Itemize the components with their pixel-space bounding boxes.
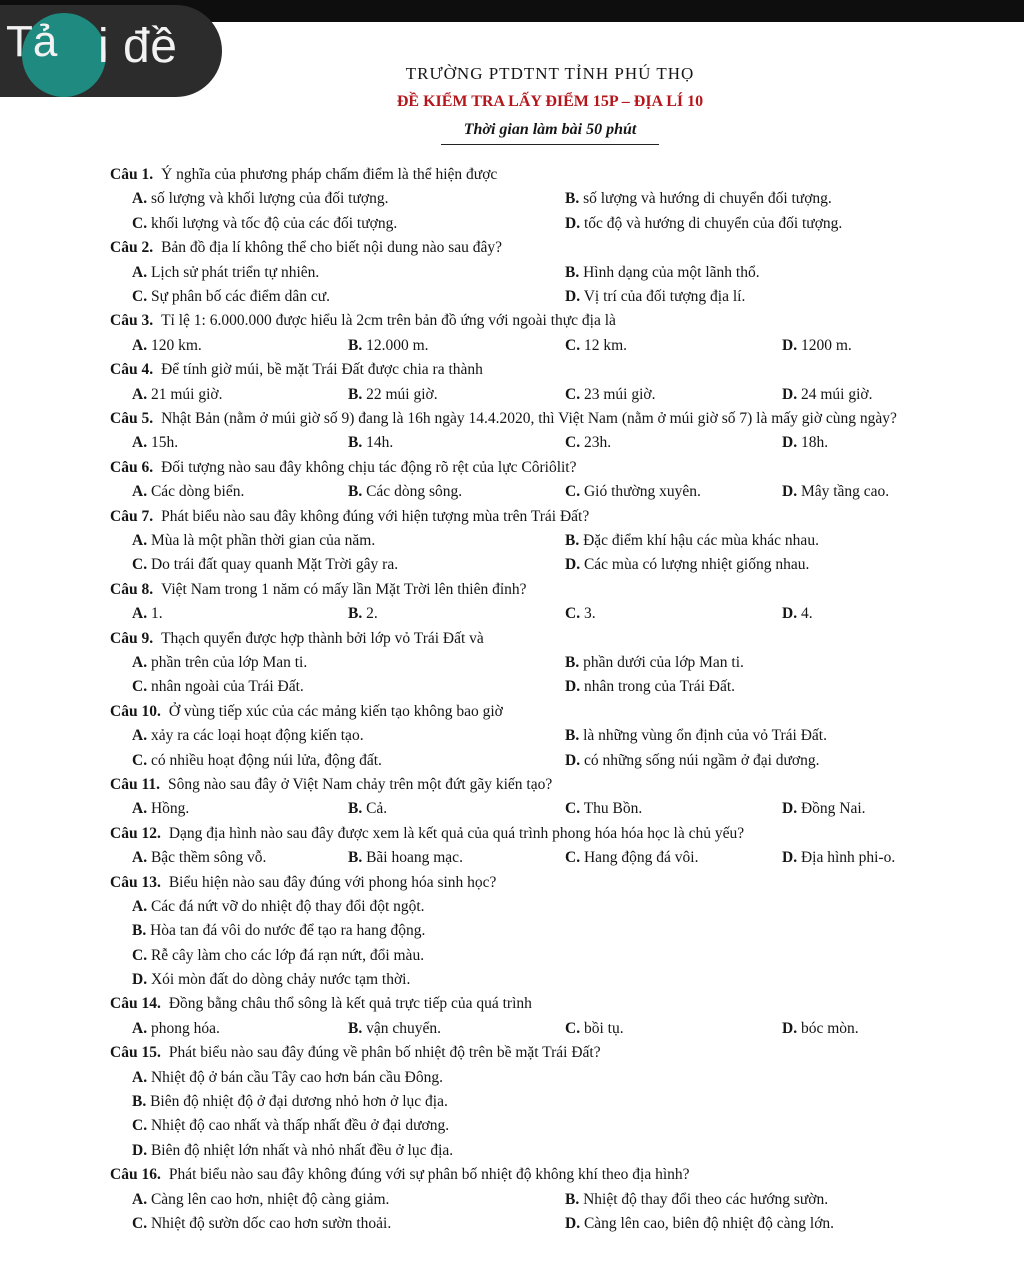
option-text: là những vùng ổn định của vỏ Trái Đất. — [583, 727, 827, 745]
question-text: Thạch quyển được hợp thành bởi lớp vỏ Trái Đất và — [161, 629, 484, 647]
question — [110, 578, 995, 627]
option-letter: B. — [348, 434, 363, 452]
option-text: 23h. — [583, 434, 612, 452]
option-text: Mây tầng cao. — [800, 483, 890, 501]
answer-option[interactable] — [348, 480, 462, 504]
question-text: Phát biểu nào sau đây không đúng với sự phân bố nhiệt độ không khí theo địa hình? — [168, 1166, 690, 1184]
question — [110, 236, 995, 309]
option-text: Biên độ nhiệt độ ở đại dương nhỏ hơn ở lục địa. — [150, 1093, 448, 1111]
options-row — [110, 480, 995, 504]
option-text: Các đá nứt vỡ do nhiệt độ thay đổi đột ngột. — [150, 897, 425, 915]
answer-option[interactable] — [348, 383, 438, 407]
question — [110, 309, 995, 358]
answer-option[interactable] — [565, 1188, 828, 1212]
options-row — [110, 212, 995, 236]
option-text: 2. — [366, 605, 378, 623]
question-text: Dạng địa hình nào sau đây được xem là kết quả của quá trình phong hóa hóa học là chủ yếu? — [168, 824, 745, 842]
answer-option[interactable] — [132, 529, 375, 553]
option-letter: C. — [565, 800, 581, 818]
question-text: Nhật Bản (nằm ở múi giờ số 9) đang là 16h ngày 14.4.2020, thì Việt Nam (nằm ở múi giờ số 7) là mấy giờ cùng ngày? — [161, 409, 897, 427]
option-text: Nhiệt độ ở bán cầu Tây cao hơn bán cầu Đông. — [150, 1068, 443, 1086]
option-text: 12 km. — [583, 336, 628, 354]
option-text: Các dòng biển. — [150, 483, 245, 501]
option-letter: A. — [132, 263, 148, 281]
option-text: Xói mòn đất do dòng chảy nước tạm thời. — [150, 971, 411, 989]
question — [110, 822, 995, 871]
answer-option[interactable] — [132, 602, 163, 626]
answer-option[interactable] — [132, 553, 398, 577]
options-row — [110, 1212, 995, 1236]
option-text: 120 km. — [150, 336, 202, 354]
option-letter: A. — [132, 434, 148, 452]
option-letter: D. — [782, 800, 798, 818]
options-row — [110, 553, 995, 577]
option-text: Hang động đá vôi. — [583, 849, 699, 867]
option-letter: D. — [782, 483, 798, 501]
question — [110, 700, 995, 773]
option-text: bóc mòn. — [800, 1019, 859, 1037]
option-text: phong hóa. — [150, 1019, 220, 1037]
question-stem — [110, 822, 995, 846]
question-text: Tỉ lệ 1: 6.000.000 được hiểu là 2cm trên bản đồ ứng với ngoài thực địa là — [161, 312, 616, 330]
option-text: Hòa tan đá vôi do nước để tạo ra hang động. — [150, 922, 426, 940]
question-number: Câu 9. — [110, 629, 154, 647]
option-letter: C. — [565, 605, 581, 623]
question — [110, 456, 995, 505]
options-row — [110, 797, 995, 821]
option-text: Địa hình phi-o. — [800, 849, 896, 867]
question-number: Câu 15. — [110, 1044, 161, 1062]
question-stem — [110, 407, 995, 431]
answer-option[interactable] — [348, 797, 387, 821]
option-letter: A. — [132, 653, 148, 671]
option-text: số lượng và hướng di chuyển đối tượng. — [583, 190, 832, 208]
answer-option[interactable] — [132, 675, 304, 699]
option-text: 4. — [800, 605, 813, 623]
option-letter: C. — [132, 287, 148, 305]
option-letter: C. — [565, 849, 581, 867]
option-letter: A. — [132, 385, 148, 403]
option-letter: D. — [782, 336, 798, 354]
question-text: Bản đồ địa lí không thể cho biết nội dung nào sau đây? — [161, 239, 503, 257]
question-stem — [110, 1041, 995, 1065]
option-letter: B. — [348, 483, 363, 501]
question-text: Sông nào sau đây ở Việt Nam chảy trên một đứt gãy kiến tạo? — [167, 775, 553, 793]
answer-option[interactable] — [782, 383, 872, 407]
option-text: nhân trong của Trái Đất. — [583, 678, 736, 696]
question-text: Ở vùng tiếp xúc của các mảng kiến tạo không bao giờ — [168, 702, 503, 720]
question-stem — [110, 505, 995, 529]
question-number: Câu 12. — [110, 824, 161, 842]
option-letter: A. — [132, 336, 148, 354]
option-text: Càng lên cao, biên độ nhiệt độ càng lớn. — [583, 1215, 835, 1233]
option-letter: A. — [132, 190, 148, 208]
answer-option[interactable] — [782, 846, 895, 870]
question-number: Câu 5. — [110, 409, 154, 427]
option-text: Sự phân bố các điểm dân cư. — [150, 287, 331, 305]
question — [110, 992, 995, 1041]
options-row — [110, 846, 995, 870]
answer-option[interactable] — [565, 1212, 834, 1236]
answer-option[interactable] — [110, 919, 995, 943]
question-number: Câu 1. — [110, 166, 154, 183]
option-text: Đặc điểm khí hậu các mùa khác nhau. — [583, 531, 819, 549]
answer-option[interactable] — [110, 968, 995, 992]
question — [110, 1163, 995, 1236]
options-row — [110, 1188, 995, 1212]
answer-option[interactable] — [348, 334, 429, 358]
option-text: số lượng và khối lượng của đối tượng. — [150, 190, 389, 208]
exam-header — [290, 62, 810, 145]
option-letter: C. — [132, 214, 148, 232]
option-text: phần trên của lớp Man ti. — [150, 653, 308, 671]
question-text: Biểu hiện nào sau đây đúng với phong hóa sinh học? — [168, 873, 497, 891]
option-letter: B. — [132, 1093, 147, 1111]
option-letter: D. — [782, 385, 798, 403]
option-text: Cả. — [366, 800, 388, 818]
option-letter: D. — [782, 1019, 798, 1037]
answer-option[interactable] — [132, 651, 307, 675]
answer-option[interactable] — [782, 480, 889, 504]
question-stem — [110, 627, 995, 651]
question-stem — [110, 358, 995, 382]
options-row — [110, 529, 995, 553]
option-text: Đồng Nai. — [800, 800, 866, 818]
options-row — [110, 651, 995, 675]
question — [110, 627, 995, 700]
answer-option[interactable] — [565, 383, 655, 407]
option-letter: B. — [565, 1190, 580, 1208]
option-letter: A. — [132, 727, 148, 745]
option-text: nhân ngoài của Trái Đất. — [150, 678, 304, 696]
option-letter: C. — [565, 483, 581, 501]
answer-option[interactable] — [782, 602, 813, 626]
option-letter: C. — [132, 556, 148, 574]
option-letter: B. — [348, 385, 363, 403]
answer-option[interactable] — [565, 1017, 624, 1041]
answer-option[interactable] — [565, 846, 698, 870]
answer-option[interactable] — [110, 1139, 995, 1163]
option-letter: A. — [132, 849, 148, 867]
exam-title: ĐỀ KIỂM TRA LẤY ĐIỂM 15P – ĐỊA LÍ 10 — [396, 93, 704, 110]
option-letter: D. — [132, 971, 148, 989]
option-text: Nhiệt độ thay đổi theo các hướng sườn. — [583, 1190, 829, 1208]
question-text: Để tính giờ múi, bề mặt Trái Đất được chia ra thành — [161, 361, 483, 379]
answer-option[interactable] — [110, 944, 995, 968]
option-letter: A. — [132, 483, 148, 501]
option-text: có nhiều hoạt động núi lửa, động đất. — [150, 751, 382, 769]
option-letter: D. — [782, 849, 798, 867]
option-letter: A. — [132, 531, 148, 549]
options-row — [110, 724, 995, 748]
options-row — [110, 675, 995, 699]
answer-option[interactable] — [132, 749, 382, 773]
answer-option[interactable] — [348, 431, 393, 455]
option-letter: B. — [348, 1019, 363, 1037]
option-letter: B. — [132, 922, 147, 940]
answer-option[interactable] — [565, 212, 842, 236]
option-text: Biên độ nhiệt lớn nhất và nhỏ nhất đều ở lục địa. — [150, 1141, 454, 1159]
time-note: Thời gian làm bài 50 phút — [463, 121, 637, 138]
answer-option[interactable] — [132, 1017, 220, 1041]
options-row — [110, 431, 995, 455]
option-text: Nhiệt độ sườn dốc cao hơn sườn thoải. — [150, 1215, 392, 1233]
option-text: Do trái đất quay quanh Mặt Trời gây ra. — [150, 556, 399, 574]
divider — [441, 144, 659, 145]
question — [110, 407, 995, 456]
question-stem — [110, 163, 995, 187]
option-letter: B. — [565, 531, 580, 549]
option-text: Hồng. — [150, 800, 190, 818]
answer-option[interactable] — [565, 334, 627, 358]
answer-option[interactable] — [565, 431, 611, 455]
option-letter: C. — [132, 751, 148, 769]
answer-option[interactable] — [782, 797, 866, 821]
document-title-pill[interactable] — [0, 5, 222, 97]
option-letter: A. — [132, 1068, 148, 1086]
question-stem — [110, 773, 995, 797]
question-stem — [110, 871, 995, 895]
option-letter: B. — [348, 849, 363, 867]
answer-option[interactable] — [565, 651, 744, 675]
answer-option[interactable] — [132, 724, 364, 748]
option-text: 22 múi giờ. — [366, 385, 438, 403]
option-letter: D. — [565, 1215, 581, 1233]
question-text: Phát biểu nào sau đây không đúng với hiện tượng mùa trên Trái Đất? — [161, 507, 590, 525]
answer-option[interactable] — [110, 895, 995, 919]
option-letter: A. — [132, 800, 148, 818]
question-stem — [110, 236, 995, 260]
question-stem — [110, 1163, 995, 1187]
option-letter: C. — [565, 336, 581, 354]
answer-option[interactable] — [132, 797, 189, 821]
option-letter: C. — [565, 1019, 581, 1037]
document-title-fragment: i đề — [98, 20, 178, 73]
answer-option[interactable] — [782, 431, 828, 455]
answer-option[interactable] — [565, 529, 819, 553]
option-letter: C. — [565, 385, 581, 403]
option-letter: D. — [565, 751, 581, 769]
option-letter: C. — [132, 678, 148, 696]
answer-option[interactable] — [132, 1188, 389, 1212]
option-letter: A. — [132, 1190, 148, 1208]
answer-option[interactable] — [132, 334, 202, 358]
option-letter: D. — [565, 678, 581, 696]
option-text: phần dưới của lớp Man ti. — [583, 653, 744, 671]
option-letter: D. — [565, 214, 581, 232]
option-letter: D. — [782, 605, 798, 623]
option-text: Nhiệt độ cao nhất và thấp nhất đều ở đại dương. — [150, 1117, 450, 1135]
answer-option[interactable] — [782, 1017, 859, 1041]
question-text: Việt Nam trong 1 năm có mấy lần Mặt Trời lên thiên đỉnh? — [161, 580, 527, 598]
answer-option[interactable] — [565, 724, 827, 748]
answer-option[interactable] — [348, 1017, 441, 1041]
option-text: 18h. — [800, 434, 829, 452]
option-text: Bãi hoang mạc. — [366, 849, 463, 867]
question-stem — [110, 992, 995, 1016]
options-row — [110, 383, 995, 407]
option-text: bồi tụ. — [583, 1019, 624, 1037]
option-letter: B. — [348, 336, 363, 354]
answer-option[interactable] — [132, 383, 222, 407]
answer-option[interactable] — [565, 553, 809, 577]
option-letter: A. — [132, 1019, 148, 1037]
answer-option[interactable] — [565, 602, 596, 626]
question-number: Câu 7. — [110, 507, 154, 525]
answer-option[interactable] — [110, 1114, 995, 1138]
option-text: Gió thường xuyên. — [583, 483, 701, 501]
option-text: Bậc thềm sông vỗ. — [150, 849, 267, 867]
option-text: Thu Bồn. — [583, 800, 643, 818]
options-row — [110, 1017, 995, 1041]
option-text: Vị trí của đối tượng địa lí. — [583, 287, 746, 305]
question-number: Câu 3. — [110, 312, 154, 330]
school-name: TRƯỜNG PTDTNT TỈNH PHÚ THỌ — [405, 64, 695, 83]
option-letter: D. — [565, 287, 581, 305]
option-text: có những sống núi ngầm ở đại dương. — [583, 751, 820, 769]
option-text: 24 múi giờ. — [800, 385, 873, 403]
question-text: Đối tượng nào sau đây không chịu tác động rõ rệt của lực Côriôlit? — [161, 458, 577, 476]
answer-option[interactable] — [132, 480, 244, 504]
answer-option[interactable] — [132, 261, 319, 285]
question-text: Đồng bằng châu thổ sông là kết quả trực tiếp của quá trình — [168, 995, 532, 1013]
option-text: Càng lên cao hơn, nhiệt độ càng giảm. — [150, 1190, 390, 1208]
question-text: Phát biểu nào sau đây đúng về phân bố nhiệt độ trên bề mặt Trái Đất? — [168, 1044, 601, 1062]
option-text: 15h. — [150, 434, 179, 452]
question-number: Câu 2. — [110, 239, 154, 257]
option-text: Các mùa có lượng nhiệt giống nhau. — [583, 556, 810, 574]
question-number: Câu 13. — [110, 873, 161, 891]
question-number: Câu 6. — [110, 458, 154, 476]
answer-option[interactable] — [565, 187, 832, 211]
answer-option[interactable] — [782, 334, 852, 358]
option-letter: C. — [132, 1117, 148, 1135]
options-row — [110, 187, 995, 211]
option-text: Rễ cây làm cho các lớp đá rạn nứt, đổi màu. — [150, 946, 425, 964]
option-text: 14h. — [366, 434, 394, 452]
question-stem — [110, 700, 995, 724]
option-letter: C. — [565, 434, 581, 452]
options-row — [110, 334, 995, 358]
option-text: 12.000 m. — [366, 336, 429, 354]
option-letter: B. — [565, 190, 580, 208]
answer-option[interactable] — [132, 285, 330, 309]
option-text: 21 múi giờ. — [150, 385, 223, 403]
answer-option[interactable] — [565, 797, 642, 821]
answer-option[interactable] — [132, 431, 178, 455]
answer-option[interactable] — [132, 1212, 391, 1236]
options-row — [110, 602, 995, 626]
option-text: 1. — [150, 605, 163, 623]
answer-option[interactable] — [110, 1066, 995, 1090]
question — [110, 871, 995, 993]
question-number: Câu 4. — [110, 361, 154, 379]
question — [110, 1041, 995, 1163]
question-list — [110, 163, 995, 1236]
option-letter: B. — [565, 727, 580, 745]
question-stem — [110, 309, 995, 333]
option-letter: B. — [565, 653, 580, 671]
answer-option[interactable] — [132, 187, 388, 211]
option-letter: D. — [565, 556, 581, 574]
option-letter: C. — [132, 1215, 148, 1233]
answer-option[interactable] — [132, 212, 397, 236]
question — [110, 163, 995, 236]
question-stem — [110, 456, 995, 480]
question-number: Câu 11. — [110, 775, 160, 793]
question — [110, 773, 995, 822]
question-text: Ý nghĩa của phương pháp chấm điểm là thể hiện được — [161, 166, 498, 183]
option-letter: B. — [565, 263, 580, 281]
option-text: Các dòng sông. — [366, 483, 463, 501]
options-row — [110, 285, 995, 309]
answer-option[interactable] — [565, 675, 735, 699]
question — [110, 358, 995, 407]
option-letter: D. — [782, 434, 798, 452]
question — [110, 505, 995, 578]
answer-option[interactable] — [348, 846, 463, 870]
option-text: Mùa là một phần thời gian của năm. — [150, 531, 376, 549]
answer-option[interactable] — [565, 261, 760, 285]
option-text: 1200 m. — [800, 336, 852, 354]
option-text: khối lượng và tốc độ của các đối tượng. — [150, 214, 398, 232]
question-stem — [110, 578, 995, 602]
question-number: Câu 16. — [110, 1166, 161, 1184]
options-row — [110, 261, 995, 285]
option-text: vận chuyển. — [366, 1019, 441, 1037]
answer-option[interactable] — [348, 602, 378, 626]
question-number: Câu 8. — [110, 580, 154, 598]
answer-option[interactable] — [132, 846, 266, 870]
option-text: Lịch sử phát triển tự nhiên. — [150, 263, 320, 281]
option-letter: A. — [132, 605, 148, 623]
option-letter: A. — [132, 897, 148, 915]
option-text: 23 múi giờ. — [583, 385, 656, 403]
option-letter: D. — [132, 1141, 148, 1159]
answer-option[interactable] — [565, 480, 701, 504]
option-letter: B. — [348, 800, 363, 818]
options-row — [110, 749, 995, 773]
option-letter: B. — [348, 605, 363, 623]
option-text: Hình dạng của một lãnh thổ. — [583, 263, 760, 281]
option-letter: C. — [132, 946, 148, 964]
option-text: tốc độ và hướng di chuyển của đối tượng. — [583, 214, 843, 232]
option-text: 3. — [583, 605, 596, 623]
option-text: xảy ra các loại hoạt động kiến tạo. — [150, 727, 364, 745]
question-number: Câu 14. — [110, 995, 161, 1013]
avatar-letter: Tả — [6, 17, 58, 66]
answer-option[interactable] — [565, 749, 820, 773]
answer-option[interactable] — [110, 1090, 995, 1114]
answer-option[interactable] — [565, 285, 745, 309]
question-number: Câu 10. — [110, 702, 161, 720]
